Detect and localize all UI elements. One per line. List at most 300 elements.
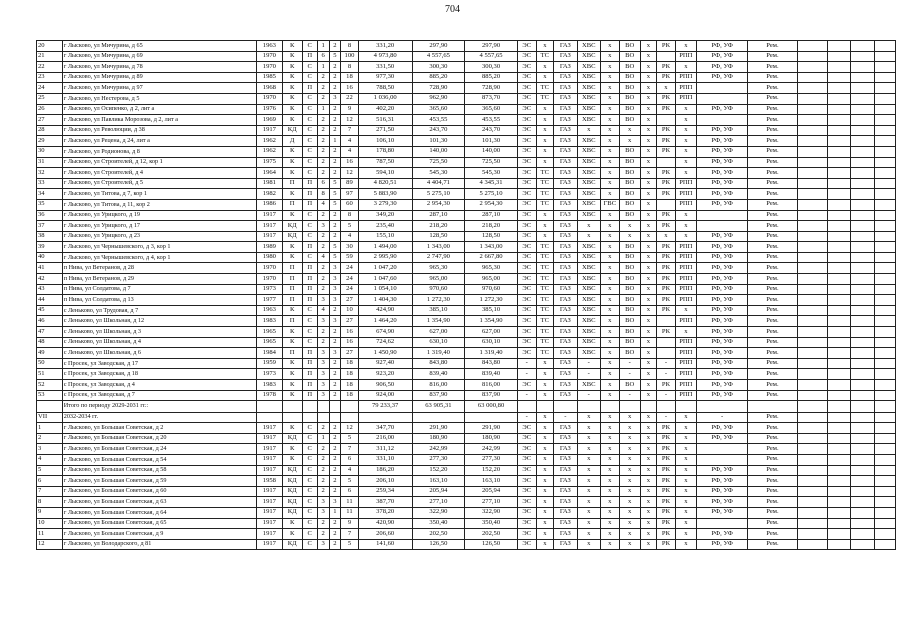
- table-cell: х: [640, 252, 656, 263]
- table-cell: Рем.: [748, 358, 797, 369]
- empty-cell: [797, 83, 827, 94]
- empty-cell: [874, 412, 895, 423]
- table-cell: 106,10: [358, 136, 412, 147]
- empty-cell: [874, 454, 895, 465]
- table-cell: 1963: [257, 41, 283, 52]
- address-cell: г Лысково, ул Большая Советская, д 63: [62, 497, 256, 508]
- table-cell: х: [600, 539, 619, 550]
- table-cell: 787,50: [358, 157, 412, 168]
- empty-cell: [797, 507, 827, 518]
- table-cell: ВО: [619, 146, 640, 157]
- table-cell: ВО: [619, 210, 640, 221]
- table-cell: РФ, УФ: [696, 146, 747, 157]
- table-cell: 970,60: [412, 284, 465, 295]
- table-cell: Рем.: [748, 529, 797, 540]
- table-cell: х: [577, 231, 600, 242]
- table-cell: ВО: [619, 93, 640, 104]
- table-cell: х: [600, 390, 619, 401]
- table-cell: х: [536, 380, 554, 391]
- address-cell: г Лысково, ул Мичурина, д 78: [62, 62, 256, 73]
- table-cell: -: [577, 358, 600, 369]
- table-cell: С: [302, 157, 317, 168]
- table-cell: 965,30: [465, 263, 518, 274]
- table-cell: 2: [317, 115, 329, 126]
- table-row: [37, 348, 896, 359]
- table-cell: х: [619, 444, 640, 455]
- table-cell: ГАЗ: [554, 115, 577, 126]
- table-cell: х: [577, 433, 600, 444]
- table-cell: ГАЗ: [554, 529, 577, 540]
- table-cell: РК: [657, 295, 676, 306]
- table-cell: 1989: [257, 242, 283, 253]
- table-cell: 728,90: [465, 83, 518, 94]
- table-cell: х: [536, 539, 554, 550]
- table-cell: 3: [317, 295, 329, 306]
- table-cell: 2 747,90: [412, 252, 465, 263]
- table-cell: [696, 221, 747, 232]
- table-cell: х: [640, 380, 656, 391]
- address-cell: с Просек, ул Заводская, д 18: [62, 369, 256, 380]
- table-cell: 180,90: [465, 433, 518, 444]
- empty-cell: [797, 93, 827, 104]
- table-cell: 4 345,31: [465, 178, 518, 189]
- table-cell: ЭС: [517, 221, 536, 232]
- table-cell: 202,50: [465, 529, 518, 540]
- table-cell: х: [675, 125, 696, 136]
- table-cell: ЭС: [517, 476, 536, 487]
- table-cell: 2: [317, 263, 329, 274]
- table-cell: 322,90: [465, 507, 518, 518]
- table-cell: С: [302, 497, 317, 508]
- table-cell: ХВС: [577, 51, 600, 62]
- table-cell: 8: [317, 189, 329, 200]
- table-cell: РФ, УФ: [696, 358, 747, 369]
- table-cell: х: [640, 423, 656, 434]
- table-cell: 12: [341, 423, 359, 434]
- table-cell: 5: [329, 189, 341, 200]
- table-cell: С: [302, 444, 317, 455]
- table-cell: 1917: [257, 210, 283, 221]
- table-cell: 128,50: [412, 231, 465, 242]
- table-cell: ГАЗ: [554, 242, 577, 253]
- address-cell: г Лысково, ул Родионова, д 8: [62, 146, 256, 157]
- address-cell: с Леньково, ул Школьная, д 6: [62, 348, 256, 359]
- empty-cell: [827, 72, 850, 83]
- table-cell: Рем.: [748, 62, 797, 73]
- table-cell: 3 279,30: [358, 199, 412, 210]
- table-cell: 1917: [257, 529, 283, 540]
- table-cell: 5 883,90: [358, 189, 412, 200]
- table-cell: РПП: [675, 242, 696, 253]
- empty-cell: [874, 210, 895, 221]
- table-cell: 3: [317, 348, 329, 359]
- housing-register-table: [36, 40, 896, 550]
- table-cell: 155,10: [358, 231, 412, 242]
- table-cell: ЭС: [517, 199, 536, 210]
- empty-cell: [851, 125, 874, 136]
- table-row: [37, 274, 896, 285]
- table-cell: 18: [341, 72, 359, 83]
- table-cell: х: [577, 539, 600, 550]
- table-cell: КД: [282, 231, 302, 242]
- table-cell: х: [536, 41, 554, 52]
- address-cell: г Лысково, ул Большая Советская, д 20: [62, 433, 256, 444]
- table-cell: 2: [329, 221, 341, 232]
- table-cell: 27: [341, 348, 359, 359]
- empty-cell: [797, 252, 827, 263]
- table-cell: ВО: [619, 263, 640, 274]
- table-cell: ХВС: [577, 93, 600, 104]
- table-cell: х: [640, 178, 656, 189]
- table-cell: 725,50: [412, 157, 465, 168]
- table-cell: 1958: [257, 476, 283, 487]
- table-cell: 788,50: [358, 83, 412, 94]
- table-row: [37, 62, 896, 73]
- table-cell: 4 557,65: [412, 51, 465, 62]
- table-cell: х: [640, 390, 656, 401]
- table-cell: 3: [329, 93, 341, 104]
- table-cell: х: [640, 486, 656, 497]
- table-cell: [657, 199, 676, 210]
- table-cell: х: [640, 412, 656, 423]
- table-cell: х: [640, 115, 656, 126]
- table-cell: П: [302, 369, 317, 380]
- table-cell: РК: [657, 263, 676, 274]
- table-cell: х: [600, 497, 619, 508]
- table-cell: 2: [329, 423, 341, 434]
- table-cell: 630,10: [412, 337, 465, 348]
- table-cell: П: [302, 199, 317, 210]
- table-cell: С: [302, 252, 317, 263]
- table-cell: ВО: [619, 178, 640, 189]
- table-row: [37, 305, 896, 316]
- table-row: [37, 136, 896, 147]
- row-number: 41: [37, 263, 63, 274]
- table-cell: РФ, УФ: [696, 507, 747, 518]
- table-cell: 2 667,80: [465, 252, 518, 263]
- table-cell: 59: [341, 252, 359, 263]
- empty-cell: [851, 136, 874, 147]
- table-cell: ВО: [619, 199, 640, 210]
- empty-cell: [827, 518, 850, 529]
- table-cell: х: [640, 168, 656, 179]
- table-cell: х: [577, 529, 600, 540]
- table-cell: 2: [329, 390, 341, 401]
- table-cell: 2 954,30: [465, 199, 518, 210]
- table-cell: 2: [329, 476, 341, 487]
- table-cell: 18: [341, 390, 359, 401]
- table-cell: х: [600, 380, 619, 391]
- table-cell: х: [577, 486, 600, 497]
- table-cell: х: [536, 433, 554, 444]
- table-cell: 1 404,30: [358, 295, 412, 306]
- table-cell: С: [302, 327, 317, 338]
- table-cell: 5: [341, 221, 359, 232]
- table-cell: ВО: [619, 115, 640, 126]
- table-cell: ВО: [619, 62, 640, 73]
- table-cell: Рем.: [748, 465, 797, 476]
- table-cell: х: [600, 93, 619, 104]
- table-cell: П: [302, 358, 317, 369]
- table-cell: С: [302, 125, 317, 136]
- table-row: [37, 433, 896, 444]
- table-cell: РПП: [675, 83, 696, 94]
- table-cell: ГАЗ: [554, 497, 577, 508]
- address-cell: г Лысково, ул Рецена, д 24, лит а: [62, 136, 256, 147]
- table-cell: х: [536, 486, 554, 497]
- table-row: [37, 51, 896, 62]
- table-cell: х: [536, 529, 554, 540]
- table-cell: ЭС: [517, 465, 536, 476]
- table-cell: ХВС: [577, 104, 600, 115]
- table-cell: 1: [329, 507, 341, 518]
- table-cell: К: [282, 210, 302, 221]
- table-row: [37, 465, 896, 476]
- empty-cell: [827, 157, 850, 168]
- table-cell: Рем.: [748, 497, 797, 508]
- table-cell: [329, 412, 341, 423]
- row-number: 52: [37, 380, 63, 391]
- table-cell: 5: [341, 476, 359, 487]
- table-row: [37, 252, 896, 263]
- table-cell: ХВС: [577, 284, 600, 295]
- empty-cell: [517, 401, 536, 412]
- table-cell: х: [600, 168, 619, 179]
- table-cell: П: [302, 242, 317, 253]
- table-cell: х: [577, 125, 600, 136]
- table-cell: РФ, УФ: [696, 72, 747, 83]
- empty-cell: [797, 305, 827, 316]
- empty-cell: [640, 401, 656, 412]
- table-cell: х: [640, 136, 656, 147]
- table-cell: РФ, УФ: [696, 168, 747, 179]
- table-row: [37, 476, 896, 487]
- table-cell: РК: [657, 242, 676, 253]
- table-cell: РФ, УФ: [696, 380, 747, 391]
- empty-cell: [827, 316, 850, 327]
- empty-cell: [851, 51, 874, 62]
- row-number: 49: [37, 348, 63, 359]
- empty-cell: [874, 305, 895, 316]
- table-cell: РФ, УФ: [696, 62, 747, 73]
- table-cell: РФ, УФ: [696, 539, 747, 550]
- table-cell: х: [600, 231, 619, 242]
- table-cell: РФ, УФ: [696, 189, 747, 200]
- table-cell: х: [536, 423, 554, 434]
- table-cell: 152,20: [412, 465, 465, 476]
- table-cell: 970,60: [465, 284, 518, 295]
- table-cell: 2: [329, 465, 341, 476]
- table-cell: 1 464,20: [358, 316, 412, 327]
- table-cell: 141,60: [358, 539, 412, 550]
- table-cell: Рем.: [748, 369, 797, 380]
- table-cell: С: [302, 104, 317, 115]
- table-cell: РК: [657, 444, 676, 455]
- empty-cell: [797, 104, 827, 115]
- table-cell: х: [619, 539, 640, 550]
- table-cell: РК: [657, 497, 676, 508]
- table-cell: РФ, УФ: [696, 51, 747, 62]
- empty-cell: [874, 41, 895, 52]
- table-cell: Рем.: [748, 295, 797, 306]
- table-cell: ТС: [536, 274, 554, 285]
- table-cell: П: [282, 199, 302, 210]
- table-cell: ГАЗ: [554, 454, 577, 465]
- table-cell: С: [302, 454, 317, 465]
- table-cell: х: [640, 507, 656, 518]
- empty-cell: [827, 486, 850, 497]
- row-number: 23: [37, 72, 63, 83]
- row-number: 32: [37, 168, 63, 179]
- empty-cell: [851, 518, 874, 529]
- table-cell: х: [536, 444, 554, 455]
- table-cell: х: [600, 157, 619, 168]
- table-cell: ГАЗ: [554, 337, 577, 348]
- table-cell: РФ, УФ: [696, 433, 747, 444]
- table-row: [37, 327, 896, 338]
- empty-cell: [874, 274, 895, 285]
- table-cell: ЭС: [517, 423, 536, 434]
- table-cell: 1984: [257, 348, 283, 359]
- table-cell: РФ, УФ: [696, 231, 747, 242]
- table-cell: РПП: [675, 369, 696, 380]
- table-cell: РФ, УФ: [696, 316, 747, 327]
- table-cell: 1962: [257, 146, 283, 157]
- row-number: 51: [37, 369, 63, 380]
- table-cell: 1: [317, 62, 329, 73]
- empty-cell: [851, 337, 874, 348]
- empty-cell: [797, 518, 827, 529]
- empty-cell: [827, 433, 850, 444]
- table-cell: П: [282, 263, 302, 274]
- table-cell: ЭС: [517, 486, 536, 497]
- row-number: 12: [37, 539, 63, 550]
- empty-cell: [827, 539, 850, 550]
- table-cell: Рем.: [748, 444, 797, 455]
- table-cell: 291,90: [465, 423, 518, 434]
- table-cell: 402,20: [358, 104, 412, 115]
- table-cell: 205,94: [412, 486, 465, 497]
- table-cell: х: [536, 497, 554, 508]
- table-cell: РФ, УФ: [696, 305, 747, 316]
- table-cell: ВО: [619, 305, 640, 316]
- table-cell: ГАЗ: [554, 93, 577, 104]
- table-cell: 1917: [257, 125, 283, 136]
- empty-cell: [797, 263, 827, 274]
- empty-cell: [797, 444, 827, 455]
- table-cell: 2: [329, 305, 341, 316]
- table-cell: 1 319,40: [412, 348, 465, 359]
- table-cell: 3: [317, 358, 329, 369]
- table-cell: Рем.: [748, 72, 797, 83]
- table-cell: ГАЗ: [554, 168, 577, 179]
- table-cell: ТС: [536, 83, 554, 94]
- empty-cell: [827, 337, 850, 348]
- table-cell: Рем.: [748, 507, 797, 518]
- table-cell: ЭС: [517, 497, 536, 508]
- address-cell: п Нива, ул Солдатова, д 7: [62, 284, 256, 295]
- table-cell: 331,50: [358, 62, 412, 73]
- empty-cell: [851, 358, 874, 369]
- table-cell: Рем.: [748, 380, 797, 391]
- table-cell: К: [282, 423, 302, 434]
- table-cell: х: [600, 125, 619, 136]
- table-cell: РК: [657, 274, 676, 285]
- table-cell: х: [675, 104, 696, 115]
- table-cell: [657, 337, 676, 348]
- empty-cell: [827, 252, 850, 263]
- empty-cell: [827, 497, 850, 508]
- address-cell: г Лысково, ул Нестерова, д 5: [62, 93, 256, 104]
- table-cell: К: [282, 83, 302, 94]
- table-cell: П: [302, 83, 317, 94]
- table-cell: х: [640, 210, 656, 221]
- empty-cell: [797, 539, 827, 550]
- table-cell: 140,00: [465, 146, 518, 157]
- address-cell: г Лысково, ул Урицкого, д 17: [62, 221, 256, 232]
- empty-cell: [874, 178, 895, 189]
- row-number: 9: [37, 507, 63, 518]
- table-cell: РПП: [675, 348, 696, 359]
- table-cell: ХВС: [577, 274, 600, 285]
- table-cell: 1917: [257, 444, 283, 455]
- table-cell: ВО: [619, 295, 640, 306]
- table-cell: х: [600, 51, 619, 62]
- empty-cell: [827, 83, 850, 94]
- table-cell: С: [302, 62, 317, 73]
- table-cell: 1: [317, 433, 329, 444]
- table-cell: 2: [317, 146, 329, 157]
- table-cell: ГАЗ: [554, 178, 577, 189]
- empty-cell: [851, 284, 874, 295]
- table-cell: 2: [329, 380, 341, 391]
- row-number: 43: [37, 284, 63, 295]
- table-cell: х: [577, 507, 600, 518]
- table-cell: х: [640, 337, 656, 348]
- row-number: 8: [37, 497, 63, 508]
- table-cell: ЭС: [517, 507, 536, 518]
- empty-cell: [851, 231, 874, 242]
- empty-cell: [797, 369, 827, 380]
- empty-cell: [874, 93, 895, 104]
- table-cell: С: [302, 476, 317, 487]
- table-cell: 186,20: [358, 465, 412, 476]
- table-cell: Д: [282, 136, 302, 147]
- table-cell: РПП: [675, 93, 696, 104]
- table-cell: ЭС: [517, 252, 536, 263]
- empty-cell: [874, 242, 895, 253]
- table-cell: х: [640, 146, 656, 157]
- table-cell: х: [600, 316, 619, 327]
- table-cell: х: [640, 157, 656, 168]
- address-cell: г Лысково, ул Павлика Морозова, д 2, лит а: [62, 115, 256, 126]
- table-cell: 2: [317, 454, 329, 465]
- empty-cell: [851, 529, 874, 540]
- table-cell: 242,99: [465, 444, 518, 455]
- table-cell: ТС: [536, 284, 554, 295]
- table-cell: 11: [341, 507, 359, 518]
- empty-cell: [329, 401, 341, 412]
- table-cell: С: [302, 433, 317, 444]
- table-cell: ЭС: [517, 178, 536, 189]
- table-cell: С: [302, 136, 317, 147]
- table-cell: КД: [282, 539, 302, 550]
- table-cell: 923,20: [358, 369, 412, 380]
- table-cell: 1917: [257, 454, 283, 465]
- table-cell: РПП: [675, 199, 696, 210]
- table-cell: ГАЗ: [554, 83, 577, 94]
- empty-cell: [851, 93, 874, 104]
